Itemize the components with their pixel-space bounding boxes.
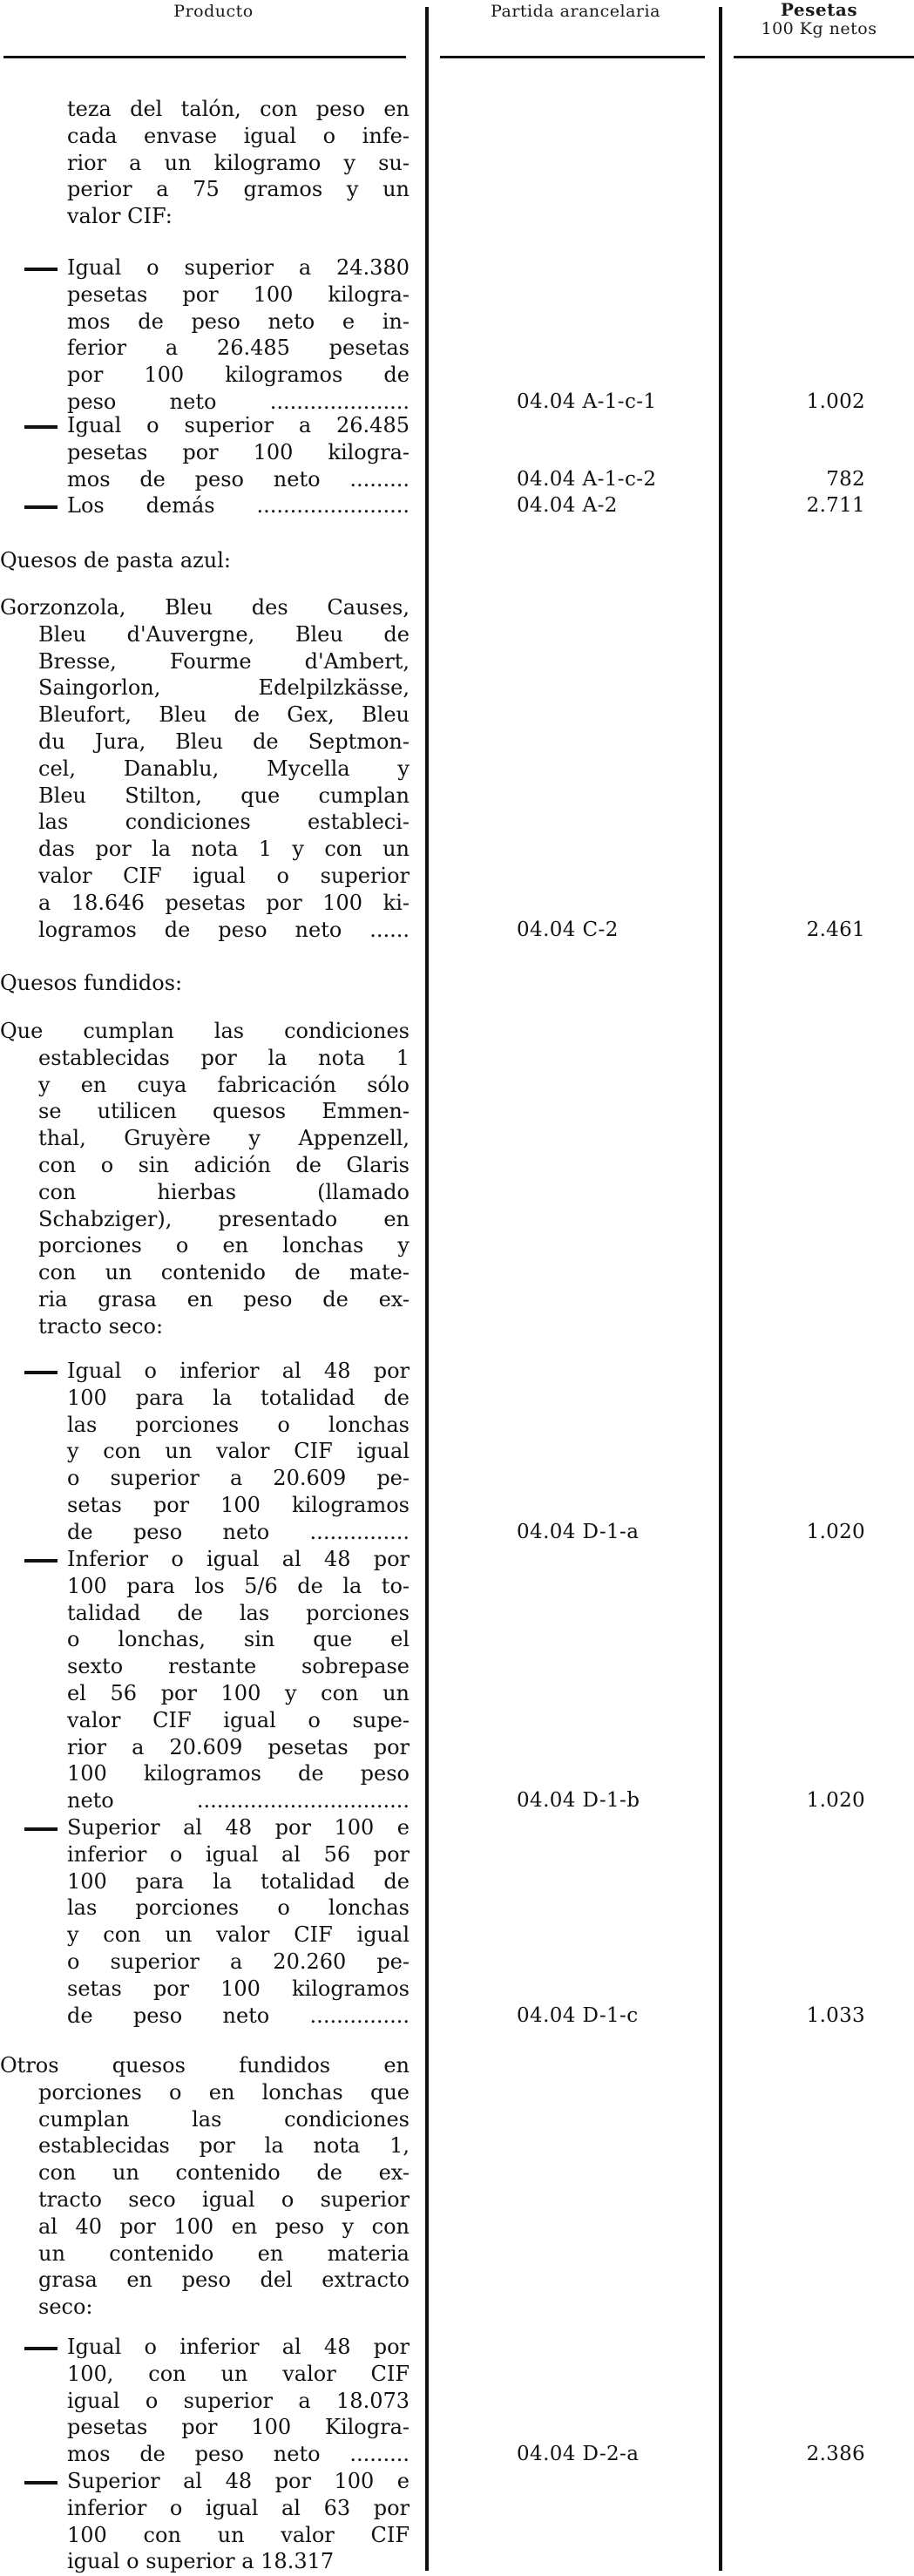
text-line: [0, 2334, 411, 2361]
text-line: [0, 2495, 411, 2522]
pesetas-value: 782: [826, 467, 865, 491]
text-line: [0, 890, 411, 917]
text-line: [0, 1313, 411, 1340]
text-line: [0, 1707, 411, 1734]
text-line: [0, 1206, 411, 1233]
text-line: [0, 1949, 411, 1976]
line-text: Inferior o igual al 48 por: [67, 1547, 410, 1571]
text-line: [0, 2052, 411, 2079]
pesetas-value: 1.033: [806, 2003, 865, 2027]
line-text: Otros quesos fundidos en: [0, 2053, 410, 2078]
tariff-code: 04.04 A-2: [517, 494, 618, 517]
column-header-pesetas-title: Pesetas: [780, 0, 858, 20]
text-line: [0, 1787, 411, 1814]
text-line: [0, 412, 411, 439]
tariff-code: 04.04 D-1-b: [517, 1789, 640, 1813]
line-text: cada envase igual o infe-: [67, 123, 410, 148]
text-line: [0, 594, 411, 621]
text-line: [0, 1868, 411, 1895]
text-line: [0, 254, 411, 281]
header-rule-producto: [3, 56, 406, 58]
line-text: 100 para la totalidad de: [67, 1868, 410, 1894]
text-line: [0, 1358, 411, 1385]
text-line: [0, 203, 411, 230]
line-text: Igual o superior a 26.485: [67, 413, 410, 437]
text-line: [0, 547, 411, 574]
line-text: establecidas por la nota 1: [38, 1045, 410, 1070]
text-line: [0, 1734, 411, 1761]
text-line: [0, 2468, 411, 2495]
line-text: setas por 100 kilogramos: [67, 1492, 410, 1517]
line-text: con o sin adición de Glaris: [38, 1152, 410, 1177]
text-line: [0, 176, 411, 203]
text-line: [0, 1152, 411, 1179]
line-text: pesetas por 100 kilogra-: [67, 439, 410, 464]
em-dash-bullet-icon: [24, 1371, 58, 1374]
line-text: thal, Gruyère y Appenzell,: [38, 1126, 410, 1151]
text-line: [0, 2106, 411, 2133]
tariff-code: 04.04 A-1-c-1: [517, 390, 657, 413]
product-description: [0, 96, 411, 230]
line-text: 100 para la totalidad de: [67, 1385, 410, 1410]
line-text: neto ................................: [67, 1788, 410, 1813]
line-text: se utilicen quesos Emmen-: [38, 1099, 410, 1124]
text-line: [0, 1976, 411, 2003]
column-divider-1: [425, 7, 429, 2571]
text-line: [0, 1653, 411, 1680]
tariff-code: 04.04 D-1-c: [517, 2003, 639, 2027]
text-line: [0, 1680, 411, 1707]
line-text: Igual o superior a 24.380: [67, 255, 410, 280]
line-text: rior a un kilogramo y su-: [67, 150, 410, 175]
line-text: Saingorlon, Edelpilzkässe,: [38, 675, 410, 701]
line-text: por 100 kilogramos de: [67, 363, 410, 388]
bullet-item: [0, 254, 411, 416]
line-text: Igual o inferior al 48 por: [67, 2335, 410, 2359]
text-line: [0, 1492, 411, 1519]
text-line: [0, 675, 411, 702]
line-text: Bresse, Fourme d'Ambert,: [38, 648, 410, 674]
column-header-partida-arancelaria: Partida arancelaria: [491, 2, 660, 21]
line-text: o superior a 20.260 pe-: [67, 1949, 410, 1974]
text-line: [0, 1546, 411, 1573]
text-line: [0, 362, 411, 389]
line-text: Bleu Stilton, que cumplan: [38, 783, 410, 808]
line-text: inferior o igual al 63 por: [67, 2495, 410, 2520]
text-line: [0, 1922, 411, 1949]
column-header-producto: Producto: [173, 2, 254, 21]
text-line: [0, 2294, 411, 2321]
line-text: cel, Danablu, Mycella y: [38, 756, 410, 781]
line-text: valor CIF igual o supe-: [67, 1707, 410, 1732]
text-line: [0, 308, 411, 336]
text-line: [0, 970, 411, 997]
tariff-code: 04.04 D-2-a: [517, 2443, 640, 2466]
line-text: 100 kilogramos de peso: [67, 1761, 410, 1786]
text-line: [0, 1232, 411, 1259]
bullet-item: [0, 1358, 411, 1546]
column-header-pesetas-unit: 100 Kg netos: [761, 19, 877, 38]
line-text: Igual o inferior al 48 por: [67, 1359, 410, 1383]
line-text: establecidas por la nota 1,: [38, 2133, 410, 2159]
product-description: [0, 2052, 411, 2321]
text-line: [0, 836, 411, 863]
line-text: logramos de peso neto ......: [38, 917, 410, 942]
line-text: pesetas por 100 kilogra-: [67, 281, 410, 307]
line-text: das por la nota 1 y con un: [38, 837, 410, 862]
line-text: igual o superior a 18.073: [67, 2388, 410, 2413]
line-text: setas por 100 kilogramos: [67, 1976, 410, 2001]
line-text: ria grasa en peso de ex-: [38, 1286, 410, 1312]
line-text: grasa en peso del extracto: [38, 2268, 410, 2293]
line-text: mos de peso neto e in-: [67, 308, 410, 334]
line-text: 100 con un valor CIF: [67, 2522, 410, 2547]
text-line: [0, 1286, 411, 1313]
text-line: [0, 2522, 411, 2549]
line-text: teza del talón, con peso en: [67, 97, 410, 121]
line-text: a 18.646 pesetas por 100 ki-: [38, 890, 410, 915]
line-text: o lonchas, sin que el: [67, 1627, 410, 1652]
text-line: [0, 1573, 411, 1600]
text-line: [0, 1385, 411, 1412]
line-text: sexto restante sobrepase: [67, 1654, 410, 1679]
em-dash-bullet-icon: [24, 425, 58, 429]
text-line: [0, 702, 411, 729]
text-line: [0, 809, 411, 836]
line-text: o superior a 20.609 pe-: [67, 1466, 410, 1491]
line-text: 100, con un valor CIF: [67, 2361, 410, 2386]
line-text: Gorzonzola, Bleu des Causes,: [0, 595, 410, 620]
line-text: Que cumplan las condiciones: [0, 1019, 410, 1043]
column-divider-2: [719, 7, 722, 2571]
line-text: inferior o igual al 56 por: [67, 1841, 410, 1867]
bullet-item: [0, 412, 411, 492]
pesetas-value: 2.461: [806, 918, 865, 941]
em-dash-bullet-icon: [24, 2347, 58, 2350]
line-text: du Jura, Bleu de Septmon-: [38, 729, 410, 754]
text-line: [0, 2441, 411, 2468]
bullet-item: [0, 492, 411, 519]
em-dash-bullet-icon: [24, 1827, 58, 1831]
line-text: mos de peso neto .........: [67, 2442, 410, 2467]
text-line: [0, 96, 411, 123]
line-text: Quesos fundidos:: [0, 971, 183, 995]
line-text: valor CIF:: [67, 204, 173, 229]
text-line: [0, 1760, 411, 1787]
text-line: [0, 439, 411, 466]
line-text: con un contenido de ex-: [38, 2160, 410, 2186]
em-dash-bullet-icon: [24, 505, 58, 509]
text-line: [0, 1895, 411, 1922]
line-text: porciones o en lonchas y: [38, 1233, 410, 1258]
bullet-item: [0, 1814, 411, 2029]
line-text: las porciones o lonchas: [67, 1895, 410, 1921]
line-text: tracto seco igual o superior: [38, 2186, 410, 2212]
text-line: [0, 756, 411, 783]
line-text: y con un valor CIF igual: [67, 1439, 410, 1464]
text-line: [0, 123, 411, 150]
text-line: [0, 1814, 411, 1841]
text-line: [0, 621, 411, 648]
text-line: [0, 2414, 411, 2441]
line-text: talidad de las porciones: [67, 1600, 410, 1625]
text-line: [0, 648, 411, 675]
bullet-item: [0, 1546, 411, 1814]
line-text: 100 para los 5/6 de la to-: [67, 1573, 410, 1598]
line-text: valor CIF igual o superior: [38, 863, 410, 888]
text-line: [0, 1465, 411, 1492]
text-line: [0, 2213, 411, 2240]
line-text: ferior a 26.485 pesetas: [67, 336, 410, 361]
section-heading: [0, 970, 411, 997]
bullet-item: [0, 2334, 411, 2468]
text-line: [0, 150, 411, 177]
line-text: Bleu d'Auvergne, Bleu de: [38, 621, 410, 647]
line-text: cumplan las condiciones: [38, 2106, 410, 2132]
line-text: con un contenido de mate-: [38, 1260, 410, 1285]
text-line: [0, 1519, 411, 1546]
pesetas-value: 1.020: [806, 1520, 865, 1543]
line-text: las porciones o lonchas: [67, 1412, 410, 1437]
text-line: [0, 466, 411, 493]
tariff-code: 04.04 D-1-a: [517, 1520, 640, 1543]
text-line: [0, 1841, 411, 1868]
text-line: [0, 2388, 411, 2415]
line-text: Quesos de pasta azul:: [0, 548, 231, 573]
product-description: [0, 594, 411, 943]
pesetas-value: 1.002: [806, 390, 865, 413]
text-line: [0, 1259, 411, 1286]
line-text: Bleufort, Bleu de Gex, Bleu: [38, 702, 410, 728]
line-text: Superior al 48 por 100 e: [67, 2469, 410, 2493]
pesetas-value: 2.711: [806, 494, 865, 517]
text-line: [0, 2132, 411, 2159]
line-text: de peso neto ...............: [67, 2003, 410, 2028]
text-line: [0, 2267, 411, 2294]
line-text: igual o superior a 18.317: [67, 2549, 335, 2574]
text-line: [0, 917, 411, 944]
line-text: rior a 20.609 pesetas por: [67, 1734, 410, 1759]
text-line: [0, 335, 411, 362]
line-text: tracto seco:: [38, 1313, 164, 1339]
text-line: [0, 2003, 411, 2030]
em-dash-bullet-icon: [24, 268, 58, 271]
line-text: Schabziger), presentado en: [38, 1206, 410, 1231]
header-rule-pesetas: [734, 56, 914, 58]
product-description: [0, 1018, 411, 1340]
text-line: [0, 1626, 411, 1653]
line-text: un contenido en materia: [38, 2240, 410, 2266]
text-line: [0, 2548, 411, 2575]
text-line: [0, 281, 411, 308]
pesetas-value: 2.386: [806, 2443, 865, 2466]
text-line: [0, 2240, 411, 2268]
bullet-item: [0, 2468, 411, 2575]
text-line: [0, 1125, 411, 1152]
em-dash-bullet-icon: [24, 1559, 58, 1563]
tariff-code: 04.04 C-2: [517, 918, 619, 941]
em-dash-bullet-icon: [24, 2481, 58, 2484]
text-line: [0, 1438, 411, 1465]
text-line: [0, 1179, 411, 1206]
line-text: perior a 75 gramos y un: [67, 177, 410, 202]
text-line: [0, 2186, 411, 2213]
line-text: porciones o en lonchas que: [38, 2079, 410, 2105]
text-line: [0, 863, 411, 890]
text-line: [0, 1600, 411, 1627]
text-line: [0, 1018, 411, 1045]
text-line: [0, 2159, 411, 2186]
header-rule-partida: [440, 56, 705, 58]
line-text: las condiciones estableci-: [38, 810, 410, 835]
text-line: [0, 1045, 411, 1072]
line-text: seco:: [38, 2295, 93, 2320]
text-line: [0, 2361, 411, 2388]
line-text: el 56 por 100 y con un: [67, 1680, 410, 1705]
line-text: Superior al 48 por 100 e: [67, 1815, 410, 1840]
line-text: mos de peso neto .........: [67, 466, 410, 491]
column-header-pesetas: [724, 0, 914, 38]
line-text: pesetas por 100 Kilogra-: [67, 2415, 410, 2440]
line-text: Los demás .......................: [67, 493, 410, 518]
line-text: y en cuya fabricación sólo: [38, 1072, 410, 1097]
text-line: [0, 492, 411, 519]
line-text: de peso neto ...............: [67, 1519, 410, 1544]
pesetas-value: 1.020: [806, 1789, 865, 1813]
text-line: [0, 783, 411, 810]
text-line: [0, 1072, 411, 1099]
line-text: al 40 por 100 en peso y con: [38, 2213, 410, 2239]
text-line: [0, 1412, 411, 1439]
text-line: [0, 729, 411, 756]
text-line: [0, 1098, 411, 1125]
line-text: peso neto .....................: [67, 389, 410, 414]
tariff-code: 04.04 A-1-c-2: [517, 467, 657, 491]
line-text: con hierbas (llamado: [38, 1179, 410, 1204]
section-heading: [0, 547, 411, 574]
text-line: [0, 2079, 411, 2106]
line-text: y con un valor CIF igual: [67, 1922, 410, 1948]
